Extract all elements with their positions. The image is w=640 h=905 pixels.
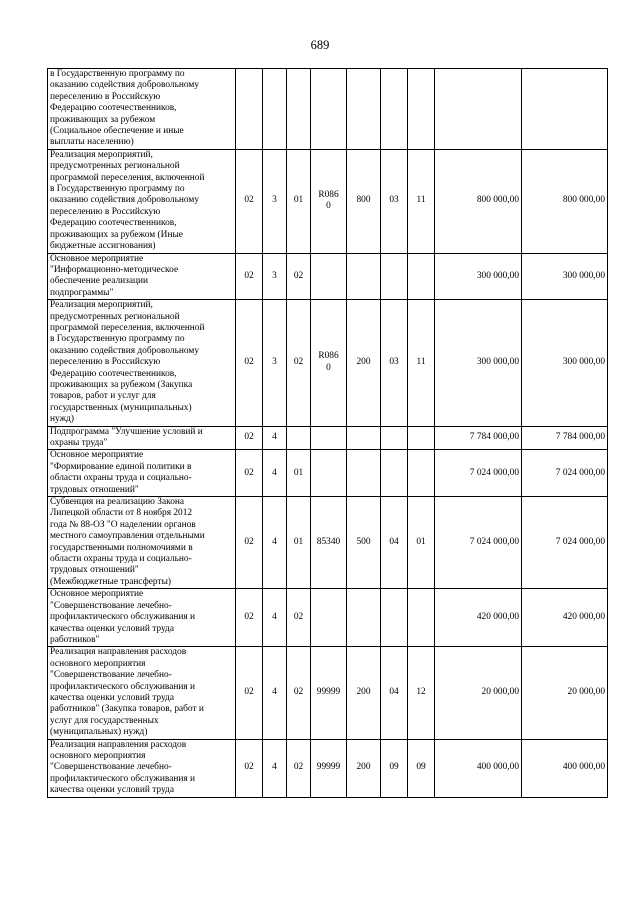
subsection-cell <box>408 253 435 300</box>
section-cell: 09 <box>381 739 408 797</box>
row-name-cell: Основное мероприятие "Информационно-методическое обеспечение реализации подпрограммы" <box>48 253 236 300</box>
amount-cell: 420 000,00 <box>435 589 522 647</box>
subsection-cell <box>408 450 435 497</box>
amount-cell: 300 000,00 <box>435 253 522 300</box>
direction-code-cell <box>311 69 347 150</box>
direction-code-cell: 99999 <box>311 739 347 797</box>
amount-cell: 7 024 000,00 <box>522 497 608 589</box>
row-name-cell: Реализация направления расходов основного мероприятия "Совершенствование лечебно- профилактического обслуживания и качества оценки условий труда работников" (Закупка товаров, работ и услуг для государственных (муниципальных) нужд) <box>48 647 236 739</box>
gp-code-cell: 02 <box>236 450 263 497</box>
amount-cell: 300 000,00 <box>522 253 608 300</box>
gp-code-cell: 02 <box>236 149 263 253</box>
direction-code-cell <box>311 589 347 647</box>
amount-cell: 800 000,00 <box>522 149 608 253</box>
section-cell <box>381 589 408 647</box>
measure-code-cell: 01 <box>287 497 311 589</box>
measure-code-cell: 02 <box>287 300 311 426</box>
section-cell <box>381 253 408 300</box>
table-row <box>48 647 608 739</box>
amount-cell <box>522 69 608 150</box>
direction-code-cell <box>311 450 347 497</box>
amount-cell: 400 000,00 <box>435 739 522 797</box>
row-name-cell: Реализация мероприятий, предусмотренных региональной программой переселения, включенной в Государственную программу по оказанию содействия добровольному переселению в Российскую Федерацию соотечественников, проживающих за рубежом (Закупка товаров, работ и услуг для государственных (муниципальных) нужд) <box>48 300 236 426</box>
gp-code-cell: 02 <box>236 497 263 589</box>
table-row <box>48 253 608 300</box>
subsection-cell <box>408 426 435 450</box>
section-cell: 03 <box>381 149 408 253</box>
amount-cell: 20 000,00 <box>522 647 608 739</box>
subprogram-code-cell: 4 <box>263 450 287 497</box>
expense-type-cell: 200 <box>347 739 381 797</box>
expense-type-cell <box>347 253 381 300</box>
subprogram-code-cell: 4 <box>263 589 287 647</box>
gp-code-cell: 02 <box>236 426 263 450</box>
section-cell: 03 <box>381 300 408 426</box>
amount-cell: 800 000,00 <box>435 149 522 253</box>
subprogram-code-cell: 3 <box>263 300 287 426</box>
table-row <box>48 69 608 150</box>
direction-code-cell: R086 0 <box>311 300 347 426</box>
table-row <box>48 149 608 253</box>
direction-code-cell: 85340 <box>311 497 347 589</box>
amount-cell: 7 024 000,00 <box>435 450 522 497</box>
measure-code-cell: 02 <box>287 739 311 797</box>
gp-code-cell: 02 <box>236 739 263 797</box>
page-number: 689 <box>310 38 330 52</box>
gp-code-cell: 02 <box>236 253 263 300</box>
subsection-cell: 01 <box>408 497 435 589</box>
budget-table <box>47 68 608 798</box>
direction-code-cell <box>311 253 347 300</box>
row-name-cell: Основное мероприятие "Формирование единой политики в области охраны труда и социально- трудовых отношений" <box>48 450 236 497</box>
subprogram-code-cell: 4 <box>263 426 287 450</box>
amount-cell: 300 000,00 <box>435 300 522 426</box>
amount-cell: 7 784 000,00 <box>435 426 522 450</box>
subsection-cell <box>408 589 435 647</box>
expense-type-cell <box>347 450 381 497</box>
table-row <box>48 426 608 450</box>
subprogram-code-cell: 4 <box>263 739 287 797</box>
direction-code-cell: 99999 <box>311 647 347 739</box>
row-name-cell: Реализация направления расходов основного мероприятия "Совершенствование лечебно- профилактического обслуживания и качества оценки условий труда <box>48 739 236 797</box>
table-row <box>48 739 608 797</box>
section-cell <box>381 426 408 450</box>
expense-type-cell: 200 <box>347 300 381 426</box>
section-cell <box>381 69 408 150</box>
gp-code-cell <box>236 69 263 150</box>
expense-type-cell: 200 <box>347 647 381 739</box>
table-row <box>48 300 608 426</box>
row-name-cell: Подпрограмма "Улучшение условий и охраны труда" <box>48 426 236 450</box>
expense-type-cell <box>347 69 381 150</box>
subprogram-code-cell: 4 <box>263 497 287 589</box>
amount-cell <box>435 69 522 150</box>
expense-type-cell <box>347 589 381 647</box>
subsection-cell <box>408 69 435 150</box>
subsection-cell: 11 <box>408 300 435 426</box>
table-row <box>48 497 608 589</box>
measure-code-cell <box>287 69 311 150</box>
amount-cell: 400 000,00 <box>522 739 608 797</box>
expense-type-cell <box>347 426 381 450</box>
direction-code-cell <box>311 426 347 450</box>
direction-code-cell: R086 0 <box>311 149 347 253</box>
subsection-cell: 12 <box>408 647 435 739</box>
section-cell: 04 <box>381 497 408 589</box>
subsection-cell: 11 <box>408 149 435 253</box>
expense-type-cell: 800 <box>347 149 381 253</box>
amount-cell: 420 000,00 <box>522 589 608 647</box>
amount-cell: 300 000,00 <box>522 300 608 426</box>
subsection-cell: 09 <box>408 739 435 797</box>
gp-code-cell: 02 <box>236 647 263 739</box>
measure-code-cell: 02 <box>287 253 311 300</box>
row-name-cell: Основное мероприятие "Совершенствование лечебно- профилактического обслуживания и качества оценки условий труда работников" <box>48 589 236 647</box>
subprogram-code-cell <box>263 69 287 150</box>
measure-code-cell: 01 <box>287 149 311 253</box>
gp-code-cell: 02 <box>236 589 263 647</box>
section-cell: 04 <box>381 647 408 739</box>
amount-cell: 7 024 000,00 <box>435 497 522 589</box>
measure-code-cell <box>287 426 311 450</box>
expense-type-cell: 500 <box>347 497 381 589</box>
gp-code-cell: 02 <box>236 300 263 426</box>
row-name-cell: Реализация мероприятий, предусмотренных региональной программой переселения, включенной в Государственную программу по оказанию содействия добровольному переселению в Российскую Федерацию соотечественников, проживающих за рубежом (Иные бюджетные ассигнования) <box>48 149 236 253</box>
measure-code-cell: 02 <box>287 589 311 647</box>
amount-cell: 7 784 000,00 <box>522 426 608 450</box>
row-name-cell: в Государственную программу по оказанию содействия добровольному переселению в Российскую Федерацию соотечественников, проживающих за рубежом (Социальное обеспечение и иные выплаты населению) <box>48 69 236 150</box>
amount-cell: 20 000,00 <box>435 647 522 739</box>
subprogram-code-cell: 3 <box>263 253 287 300</box>
subprogram-code-cell: 3 <box>263 149 287 253</box>
measure-code-cell: 02 <box>287 647 311 739</box>
table-row <box>48 589 608 647</box>
amount-cell: 7 024 000,00 <box>522 450 608 497</box>
subprogram-code-cell: 4 <box>263 647 287 739</box>
row-name-cell: Субвенция на реализацию Закона Липецкой области от 8 ноября 2012 года № 88-ОЗ "О наделении органов местного самоуправления отдельными государственными полномочиями в области охраны труда и социально- трудовых отношений" (Межбюджетные трансферты) <box>48 497 236 589</box>
measure-code-cell: 01 <box>287 450 311 497</box>
table-row <box>48 450 608 497</box>
section-cell <box>381 450 408 497</box>
